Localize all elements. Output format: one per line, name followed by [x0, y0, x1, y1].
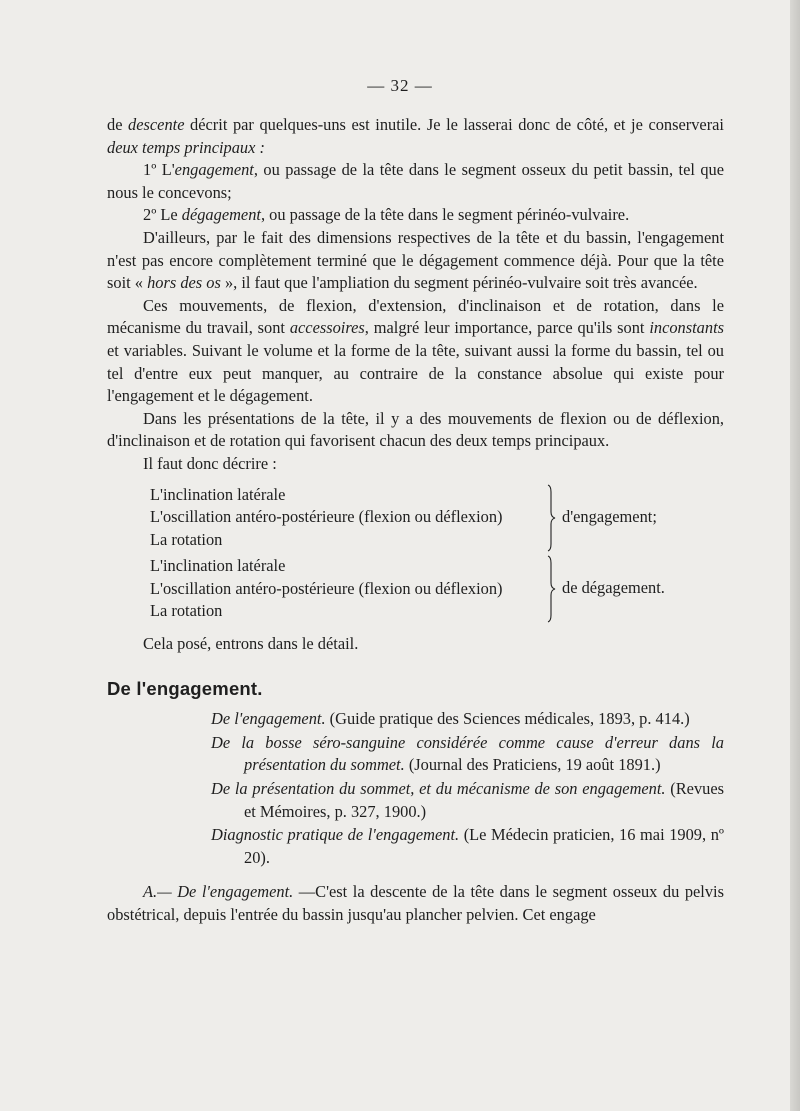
- bibliography: [211, 708, 724, 869]
- paragraph: Cela posé, entrons dans le détail.: [143, 634, 359, 654]
- page-edge: [790, 0, 800, 1111]
- group-line: La rotation: [150, 529, 223, 549]
- movement-group-degagement: [150, 555, 724, 623]
- paragraph: Il faut donc décrire :: [143, 453, 277, 473]
- paragraph: 1º L'engagement, ou passage de la tête dans le segment osseux du petit bassin, tel que nous le concevons;: [107, 160, 724, 202]
- paragraph: Ces mouvements, de flexion, d'extension, d'inclinaison et de rotation, dans le mécanisme du travail, sont accessoires, malgré leur importance, parce qu'ils sont inconstants et variables. Suivant le volume et la forme de la tête, suivant aussi la forme du bassin, tel ou tel d'entre eux peut manquer, au contraire de la constance absolue qui existe pour l'engagement et le dégagement.: [107, 295, 724, 406]
- paragraph: Dans les présentations de la tête, il y a des mouvements de flexion ou de déflexion, d'inclinaison et de rotation qui favorisent chacun des deux temps principaux.: [107, 408, 724, 451]
- paragraph: D'ailleurs, par le fait des dimensions respectives de la tête et du bassin, l'engagement n'est pas encore complètement terminé que le dégagement commence déjà. Pour que la tête soit « hors des os », il faut que l'ampliation du segment périnéo-vulvaire soit très avancée.: [107, 227, 724, 293]
- group-line: La rotation: [150, 601, 223, 621]
- bibliography-entry: Diagnostic pratique de l'engagement. (Le Médecin praticien, 16 mai 1909, nº 20).: [211, 825, 724, 867]
- brace-icon: [546, 484, 556, 552]
- group-label: de dégagement.: [562, 578, 665, 598]
- group-line: L'oscillation antéro-postérieure (flexion ou déflexion): [150, 507, 503, 527]
- paragraph: A.— De l'engagement. —C'est la descente de la tête dans le segment osseux du pelvis obstétrical, depuis l'entrée du bassin jusqu'au plancher pelvien. Cet engage: [107, 882, 724, 924]
- group-line: L'inclination latérale: [150, 556, 286, 576]
- bibliography-entry: De l'engagement. (Guide pratique des Sciences médicales, 1893, p. 414.): [211, 709, 690, 729]
- bibliography-entry: De la bosse séro-sanguine considérée comme cause d'erreur dans la présentation du sommet. (Journal des Praticiens, 19 août 1891.): [211, 732, 724, 775]
- movement-group-engagement: [150, 484, 724, 552]
- bibliography-entry: De la présentation du sommet, et du mécanisme de son engagement. (Revues et Mémoires, p. 327, 1900.): [211, 779, 724, 821]
- group-line: L'inclination latérale: [150, 484, 286, 504]
- group-label: d'engagement;: [562, 506, 657, 526]
- section-heading: De l'engagement.: [107, 677, 263, 699]
- paragraph: de descente décrit par quelques-uns est inutile. Je le lasserai donc de côté, et je conserverai deux temps principaux :: [107, 115, 724, 157]
- page-number: — 32 —: [367, 76, 433, 95]
- brace-icon: [546, 555, 556, 623]
- body-text: [107, 114, 724, 927]
- paragraph: 2º Le dégagement, ou passage de la tête dans le segment périnéo-vulvaire.: [143, 205, 630, 225]
- group-line: L'oscillation antéro-postérieure (flexion ou déflexion): [150, 578, 503, 598]
